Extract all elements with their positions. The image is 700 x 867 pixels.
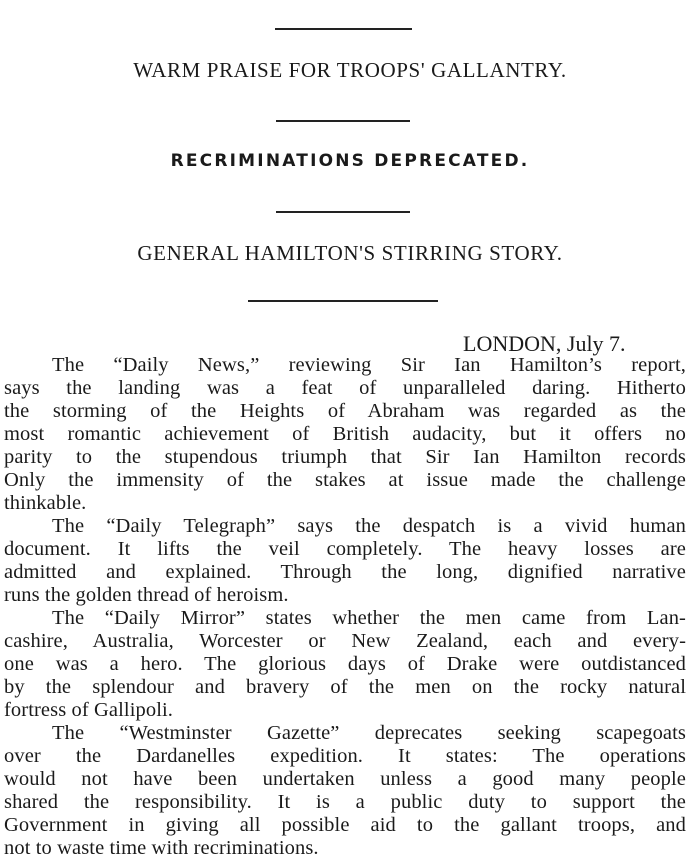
body-line: runs the golden thread of heroism. bbox=[4, 584, 289, 606]
body-line: would not have been undertaken unless a good many people bbox=[4, 768, 686, 790]
body-line: thinkable. bbox=[4, 492, 87, 514]
body-line: fortress of Gallipoli. bbox=[4, 699, 174, 721]
headline-recriminations: RECRIMINATIONS DEPRECATED. bbox=[170, 151, 530, 171]
body-line: over the Dardanelles expedition. It states: The operations bbox=[4, 745, 686, 767]
dateline: LONDON, July 7. bbox=[463, 331, 626, 356]
headline-hamilton: GENERAL HAMILTON'S STIRRING STORY. bbox=[137, 241, 563, 265]
body-line: The “Daily News,” reviewing Sir Ian Hamilton’s report, bbox=[52, 354, 686, 376]
headline-praise: WARM PRAISE FOR TROOPS' GALLANTRY. bbox=[133, 58, 567, 82]
body-line: shared the responsibility. It is a public duty to support the bbox=[4, 791, 686, 813]
body-line: Only the immensity of the stakes at issue made the challenge bbox=[4, 469, 686, 491]
body-line: parity to the stupendous triumph that Sir Ian Hamilton records bbox=[4, 446, 686, 468]
body-line: says the landing was a feat of unparalleled daring. Hitherto bbox=[4, 377, 686, 399]
body-line: The “Daily Telegraph” says the despatch is a vivid human bbox=[52, 515, 686, 537]
body-line: one was a hero. The glorious days of Drake were outdistanced bbox=[4, 653, 686, 675]
body-line: admitted and explained. Through the long, dignified narrative bbox=[4, 561, 686, 583]
body-line: most romantic achievement of British audacity, but it offers no bbox=[4, 423, 686, 445]
body-line: Government in giving all possible aid to the gallant troops, and bbox=[4, 814, 686, 836]
body-line: document. It lifts the veil completely. The heavy losses are bbox=[4, 538, 686, 560]
body-line: the storming of the Heights of Abraham was regarded as the bbox=[4, 400, 686, 422]
body-line: by the splendour and bravery of the men on the rocky natural bbox=[4, 676, 686, 698]
body-line: The “Daily Mirror” states whether the men came from Lan- bbox=[52, 607, 686, 629]
divider-rule-3 bbox=[248, 300, 438, 302]
body-line: The “Westminster Gazette” deprecates seeking scapegoats bbox=[52, 722, 686, 744]
divider-rule-2 bbox=[276, 211, 410, 213]
body-line: not to waste time with recriminations. bbox=[4, 837, 319, 859]
body-line: cashire, Australia, Worcester or New Zealand, each and every- bbox=[4, 630, 686, 652]
divider-rule-1 bbox=[276, 120, 410, 122]
divider-rule-top bbox=[275, 28, 412, 30]
